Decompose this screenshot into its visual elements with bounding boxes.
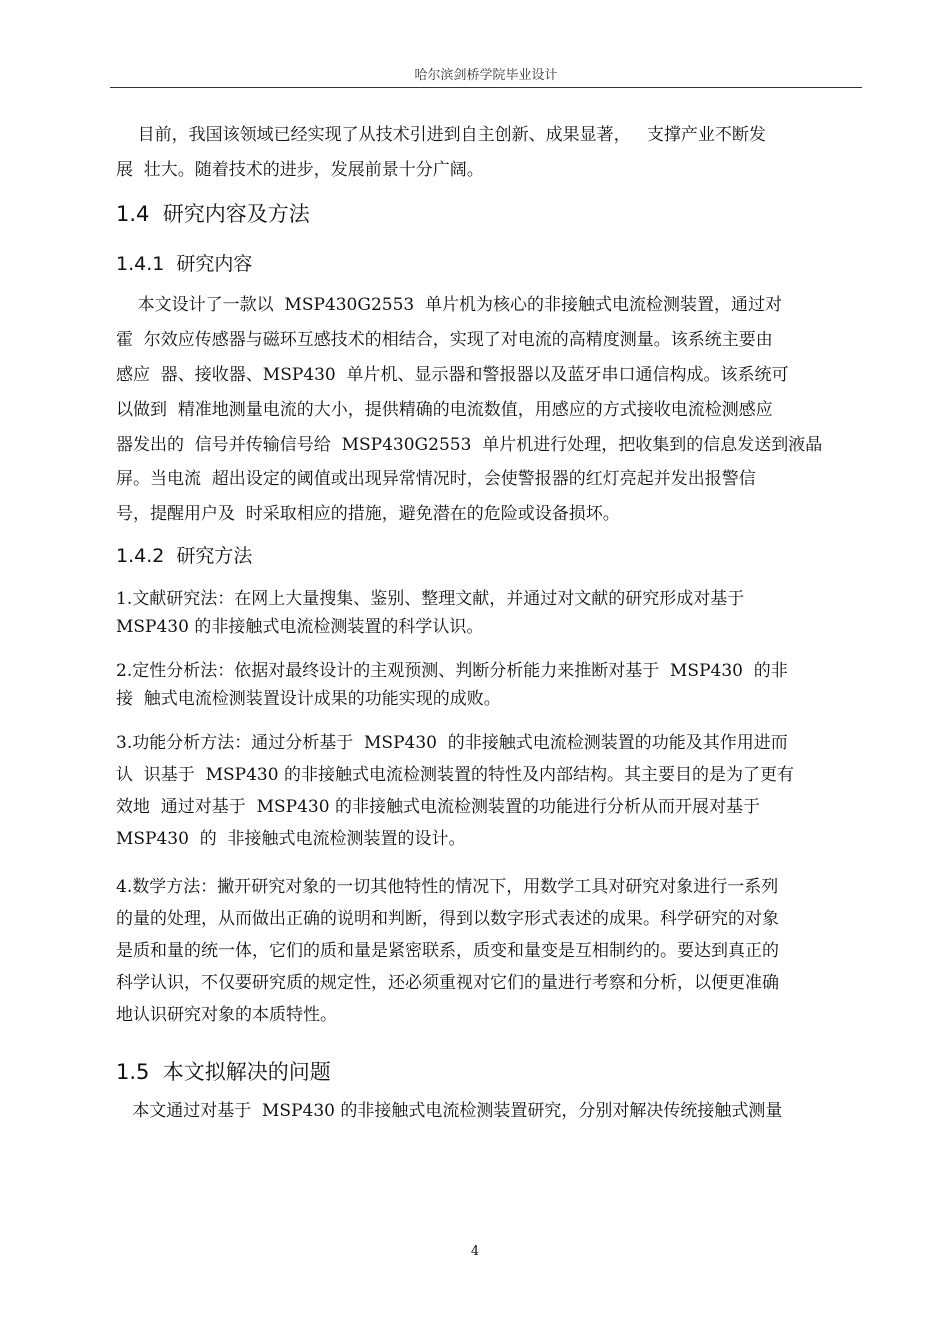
header-rule (110, 87, 862, 88)
paragraph-line: 展 壮大。随着技术的进步，发展前景十分广阔。 (116, 160, 484, 180)
paragraph-line: 本文设计了一款以 MSP430G2553 单片机为核心的非接触式电流检测装置，通过对 (116, 295, 783, 315)
method-line: 是质和量的统一体，它们的质和量是紧密联系，质变和量变是互相制约的。要达到真正的 (116, 941, 779, 961)
paragraph-line: 目前，我国该领域已经实现了从技术引进到自主创新、成果显著， 支撑产业不断发 (116, 125, 766, 145)
section-heading: 1.5 本文拟解决的问题 (116, 1060, 331, 1084)
paragraph-line: 霍 尔效应传感器与磁环互感技术的相结合，实现了对电流的高精度测量。该系统主要由 (116, 330, 773, 350)
method-line: 4.数学方法：撇开研究对象的一切其他特性的情况下，用数学工具对研究对象进行一系列 (116, 877, 779, 897)
method-line: 科学认识，不仅要研究质的规定性，还必须重视对它们的量进行考察和分析，以便更准确 (116, 973, 779, 993)
method-line: 接 触式电流检测装置设计成果的功能实现的成败。 (116, 689, 501, 709)
method-line: 的量的处理，从而做出正确的说明和判断，得到以数字形式表述的成果。科学研究的对象 (116, 909, 779, 929)
method-line: 2.定性分析法：依据对最终设计的主观预测、判断分析能力来推断对基于 MSP430 的非 (116, 661, 788, 681)
paragraph-line: 屏。当电流 超出设定的阈值或出现异常情况时，会使警报器的红灯亮起并发出报警信 (116, 469, 756, 489)
paragraph-line: 本文通过对基于 MSP430 的非接触式电流检测装置研究，分别对解决传统接触式测量 (116, 1101, 783, 1121)
method-line: 认 识基于 MSP430 的非接触式电流检测装置的特性及内部结构。其主要目的是为了更有 (116, 765, 794, 785)
method-line: MSP430 的非接触式电流检测装置的科学认识。 (116, 617, 484, 637)
paragraph-line: 器发出的 信号并传输信号给 MSP430G2553 单片机进行处理，把收集到的信息发送到液晶 (116, 435, 823, 455)
section-heading: 1.4 研究内容及方法 (116, 202, 310, 226)
running-header: 哈尔滨剑桥学院毕业设计 (414, 68, 558, 83)
method-line: 效地 通过对基于 MSP430 的非接触式电流检测装置的功能进行分析从而开展对基于 (116, 797, 760, 817)
page-number: 4 (470, 1244, 480, 1259)
method-line: 地认识研究对象的本质特性。 (116, 1005, 337, 1025)
subsection-heading: 1.4.1 研究内容 (116, 253, 253, 275)
method-line: MSP430 的 非接触式电流检测装置的设计。 (116, 829, 466, 849)
subsection-heading: 1.4.2 研究方法 (116, 545, 253, 567)
method-line: 1.文献研究法：在网上大量搜集、鉴别、整理文献，并通过对文献的研究形成对基于 (116, 589, 745, 609)
paragraph-line: 以做到 精准地测量电流的大小，提供精确的电流数值，用感应的方式接收电流检测感应 (116, 400, 773, 420)
paragraph-line: 号，提醒用户及 时采取相应的措施，避免潜在的危险或设备损坏。 (116, 504, 620, 524)
method-line: 3.功能分析方法：通过分析基于 MSP430 的非接触式电流检测装置的功能及其作用进而 (116, 733, 788, 753)
paragraph-line: 感应 器、接收器、MSP430 单片机、显示器和警报器以及蓝牙串口通信构成。该系统可 (116, 365, 789, 385)
